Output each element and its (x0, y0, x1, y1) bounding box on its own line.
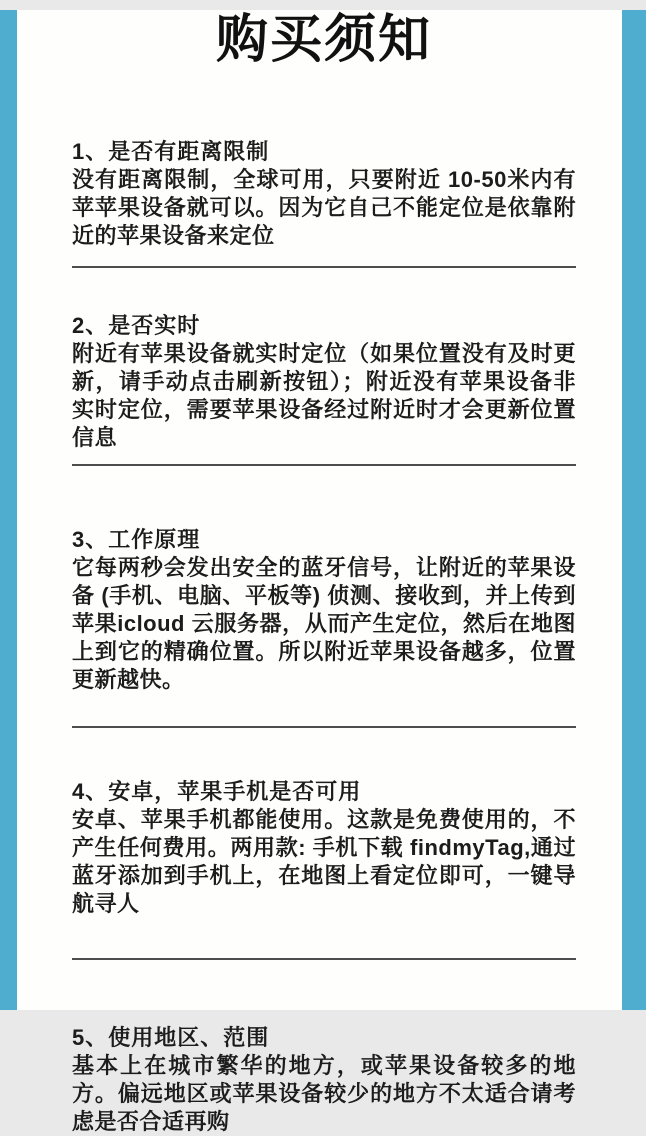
left-border-strip (0, 10, 17, 1010)
section-distance-limit (72, 138, 576, 250)
section-android-iphone-compat (72, 778, 576, 918)
section-divider (72, 726, 576, 728)
section-heading: 1、是否有距离限制 (72, 139, 270, 164)
section-body: 安卓、苹果手机都能使用。这款是免费使用的，不产生任何费用。两用款: 手机下载 findmyTag,通过蓝牙添加到手机上，在地图上看定位即可，一键导航寻人 (72, 807, 576, 916)
section-realtime (72, 312, 576, 452)
section-body: 没有距离限制，全球可用，只要附近 10-50米内有苹苹果设备就可以。因为它自己不能定位是依靠附近的苹果设备来定位 (72, 167, 576, 248)
right-border-strip (622, 10, 646, 1010)
section-divider (72, 266, 576, 268)
notice-content (72, 10, 576, 1136)
section-heading: 4、安卓，苹果手机是否可用 (72, 779, 362, 804)
section-heading: 3、工作原理 (72, 527, 201, 552)
section-usage-area (72, 1024, 576, 1136)
section-body: 基本上在城市繁华的地方，或苹果设备较多的地方。偏远地区或苹果设备较少的地方不太适合请考虑是否合适再购 (72, 1053, 576, 1134)
section-body: 附近有苹果设备就实时定位（如果位置没有及时更新，请手动点击刷新按钮）；附近没有苹果设备非实时定位，需要苹果设备经过附近时才会更新位置信息 (72, 341, 576, 450)
page-title: 购买须知 (215, 11, 432, 69)
section-heading: 5、使用地区、范围 (72, 1025, 270, 1050)
section-divider (72, 958, 576, 960)
section-heading: 2、是否实时 (72, 313, 201, 338)
section-body: 它每两秒会发出安全的蓝牙信号，让附近的苹果设备 (手机、电脑、平板等) 侦测、接收到，并上传到苹果icloud 云服务器，从而产生定位，然后在地图上到它的精确位置。所以附近苹果设备越多，位置更新越快。 (72, 555, 576, 692)
purchase-notice-page (0, 10, 646, 1134)
section-working-principle (72, 526, 576, 694)
section-divider (72, 464, 576, 466)
